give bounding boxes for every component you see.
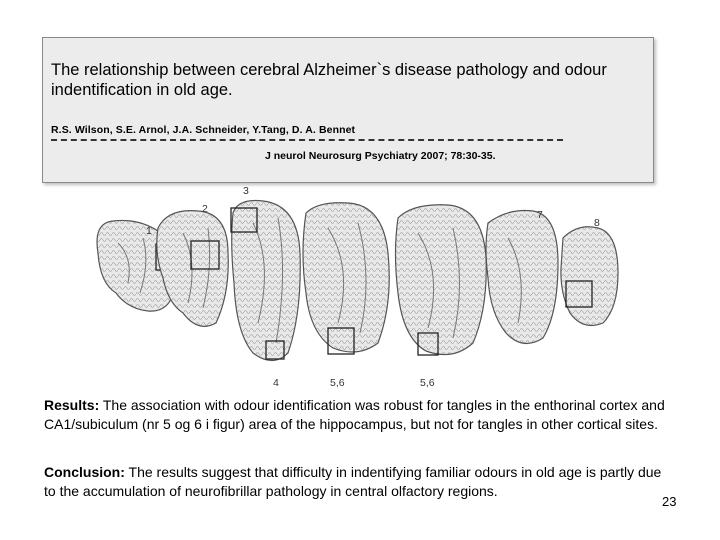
region-label-8: 8 bbox=[594, 217, 600, 229]
journal-citation: J neurol Neurosurg Psychiatry 2007; 78:30-35. bbox=[265, 150, 496, 162]
conclusion-text: The results suggest that difficulty in indentifying familiar odours in old age is partly due to the accumulation of neurofibrillar pathology in central olfactory regions. bbox=[44, 464, 662, 499]
results-text: The association with odour identification was robust for tangles in the enthorinal cortex and CA1/subiculum (nr 5 og 6 i figur) area of the hippocampus, but not for tangles in other cortical sites. bbox=[44, 397, 665, 432]
results-lead: Results: bbox=[44, 397, 100, 413]
paper-title: The relationship between cerebral Alzheimer`s disease pathology and odour indentification in old age. bbox=[51, 61, 607, 99]
brain-section-7 bbox=[486, 211, 558, 344]
header-box bbox=[42, 37, 654, 183]
brain-section-5-6-a bbox=[303, 203, 389, 354]
brain-sections-figure bbox=[88, 183, 648, 393]
brain-sections-image bbox=[88, 183, 648, 393]
conclusion-paragraph bbox=[44, 463, 664, 501]
region-label-5-6-b: 5,6 bbox=[420, 377, 435, 389]
dashed-divider bbox=[51, 139, 563, 141]
region-label-4: 4 bbox=[273, 377, 279, 389]
region-label-7: 7 bbox=[537, 209, 543, 221]
brain-section-8 bbox=[561, 227, 618, 326]
page-number: 23 bbox=[662, 494, 677, 509]
brain-section-3-4 bbox=[231, 201, 300, 361]
brain-section-2 bbox=[157, 211, 228, 327]
paper-authors: R.S. Wilson, S.E. Arnol, J.A. Schneider, Y.Tang, D. A. Bennet bbox=[51, 124, 356, 136]
region-label-5-6-a: 5,6 bbox=[330, 377, 345, 389]
results-paragraph bbox=[44, 396, 694, 434]
region-label-1: 1 bbox=[146, 225, 152, 237]
region-label-3: 3 bbox=[243, 185, 249, 197]
brain-section-5-6-b bbox=[396, 205, 487, 355]
region-label-2: 2 bbox=[202, 203, 208, 215]
conclusion-lead: Conclusion: bbox=[44, 464, 125, 480]
